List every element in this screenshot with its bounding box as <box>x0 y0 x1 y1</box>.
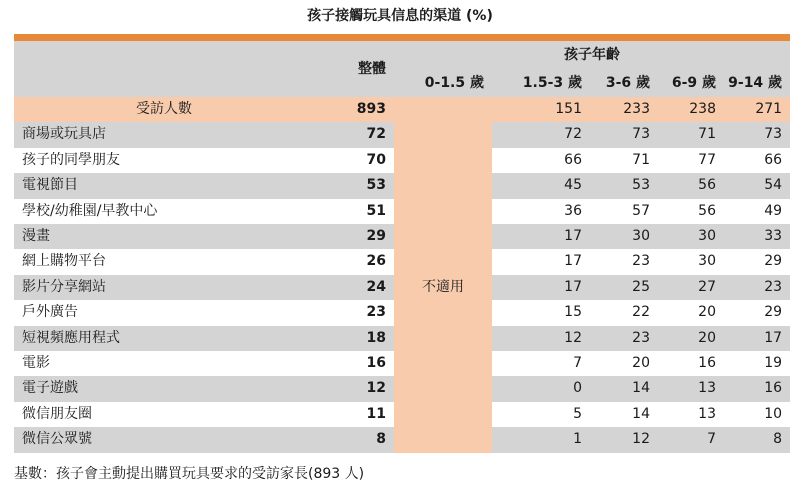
header-age-3: 6-9 歲 <box>658 69 724 97</box>
row-value-age-1: 5 <box>492 402 590 427</box>
respondents-age-3: 238 <box>658 97 724 122</box>
header-age-1: 1.5-3 歲 <box>492 69 590 97</box>
row-value-age-2: 23 <box>590 249 658 274</box>
row-value-age-2: 53 <box>590 173 658 198</box>
row-label: 孩子的同學朋友 <box>14 148 314 173</box>
row-value-age-1: 36 <box>492 199 590 224</box>
row-value-age-4: 19 <box>724 351 790 376</box>
row-value-age-2: 71 <box>590 148 658 173</box>
row-value-age-3: 20 <box>658 326 724 351</box>
row-value-age-1: 17 <box>492 224 590 249</box>
table-row <box>14 122 790 147</box>
row-value-age-4: 8 <box>724 427 790 452</box>
row-value-age-2: 14 <box>590 402 658 427</box>
row-value-age-4: 73 <box>724 122 790 147</box>
row-label: 電影 <box>14 351 314 376</box>
row-value-age-4: 66 <box>724 148 790 173</box>
row-value-age-2: 23 <box>590 326 658 351</box>
respondents-label: 受訪人數 <box>14 97 314 122</box>
row-label: 電子遊戲 <box>14 376 314 401</box>
row-value-age-3: 77 <box>658 148 724 173</box>
chart-title: 孩子接觸玩具信息的渠道 (%) <box>307 8 493 24</box>
row-value-age-2: 30 <box>590 224 658 249</box>
row-total: 16 <box>314 351 394 376</box>
row-value-age-3: 20 <box>658 300 724 325</box>
row-value-age-1: 17 <box>492 249 590 274</box>
row-value-age-2: 57 <box>590 199 658 224</box>
row-value-age-1: 15 <box>492 300 590 325</box>
not-applicable-cell: 不適用 <box>394 122 492 452</box>
title-accent-bar <box>14 34 790 41</box>
respondents-age-1: 151 <box>492 97 590 122</box>
row-label: 網上購物平台 <box>14 249 314 274</box>
row-value-age-1: 45 <box>492 173 590 198</box>
row-label: 電視節目 <box>14 173 314 198</box>
row-value-age-3: 13 <box>658 376 724 401</box>
respondents-age-2: 233 <box>590 97 658 122</box>
row-value-age-1: 17 <box>492 275 590 300</box>
row-value-age-2: 25 <box>590 275 658 300</box>
row-label: 戶外廣告 <box>14 300 314 325</box>
row-label: 微信朋友圈 <box>14 402 314 427</box>
row-value-age-1: 72 <box>492 122 590 147</box>
row-value-age-3: 27 <box>658 275 724 300</box>
header-total: 整體 <box>314 41 394 97</box>
row-total: 72 <box>314 122 394 147</box>
row-total: 26 <box>314 249 394 274</box>
row-label: 學校/幼稚園/早教中心 <box>14 199 314 224</box>
row-total: 18 <box>314 326 394 351</box>
row-label: 影片分享網站 <box>14 275 314 300</box>
row-value-age-1: 1 <box>492 427 590 452</box>
row-total: 12 <box>314 376 394 401</box>
row-value-age-4: 33 <box>724 224 790 249</box>
row-label: 短視頻應用程式 <box>14 326 314 351</box>
row-total: 51 <box>314 199 394 224</box>
row-value-age-1: 0 <box>492 376 590 401</box>
respondents-total: 893 <box>314 97 394 122</box>
row-value-age-3: 30 <box>658 224 724 249</box>
row-value-age-3: 13 <box>658 402 724 427</box>
row-value-age-4: 29 <box>724 300 790 325</box>
row-total: 8 <box>314 427 394 452</box>
row-total: 11 <box>314 402 394 427</box>
data-table <box>14 41 790 453</box>
respondents-row <box>14 97 790 122</box>
row-value-age-4: 29 <box>724 249 790 274</box>
row-value-age-4: 49 <box>724 199 790 224</box>
row-value-age-2: 12 <box>590 427 658 452</box>
table-body <box>14 97 790 453</box>
respondents-age-4: 271 <box>724 97 790 122</box>
row-total: 23 <box>314 300 394 325</box>
row-value-age-3: 16 <box>658 351 724 376</box>
row-value-age-1: 7 <box>492 351 590 376</box>
header-age-4: 9-14 歲 <box>724 69 790 97</box>
row-label: 漫畫 <box>14 224 314 249</box>
row-value-age-3: 30 <box>658 249 724 274</box>
row-value-age-3: 56 <box>658 173 724 198</box>
row-value-age-2: 14 <box>590 376 658 401</box>
header-corner <box>14 41 314 69</box>
row-value-age-4: 54 <box>724 173 790 198</box>
row-value-age-3: 71 <box>658 122 724 147</box>
row-total: 53 <box>314 173 394 198</box>
row-value-age-3: 7 <box>658 427 724 452</box>
row-label: 微信公眾號 <box>14 427 314 452</box>
row-total: 29 <box>314 224 394 249</box>
row-value-age-4: 10 <box>724 402 790 427</box>
row-value-age-1: 66 <box>492 148 590 173</box>
row-value-age-4: 23 <box>724 275 790 300</box>
row-value-age-2: 73 <box>590 122 658 147</box>
header-age-2: 3-6 歲 <box>590 69 658 97</box>
header-corner-2 <box>14 69 314 97</box>
row-total: 24 <box>314 275 394 300</box>
header-age-group: 孩子年齡 <box>394 41 790 69</box>
row-value-age-3: 56 <box>658 199 724 224</box>
row-value-age-2: 20 <box>590 351 658 376</box>
row-label: 商場或玩具店 <box>14 122 314 147</box>
respondents-age-0 <box>394 97 492 122</box>
row-value-age-2: 22 <box>590 300 658 325</box>
row-value-age-1: 12 <box>492 326 590 351</box>
row-value-age-4: 17 <box>724 326 790 351</box>
header-age-0: 0-1.5 歲 <box>394 69 492 97</box>
row-value-age-4: 16 <box>724 376 790 401</box>
footnote: 基數：孩子會主動提出購買玩具要求的受訪家長(893 人) <box>14 466 365 482</box>
row-total: 70 <box>314 148 394 173</box>
